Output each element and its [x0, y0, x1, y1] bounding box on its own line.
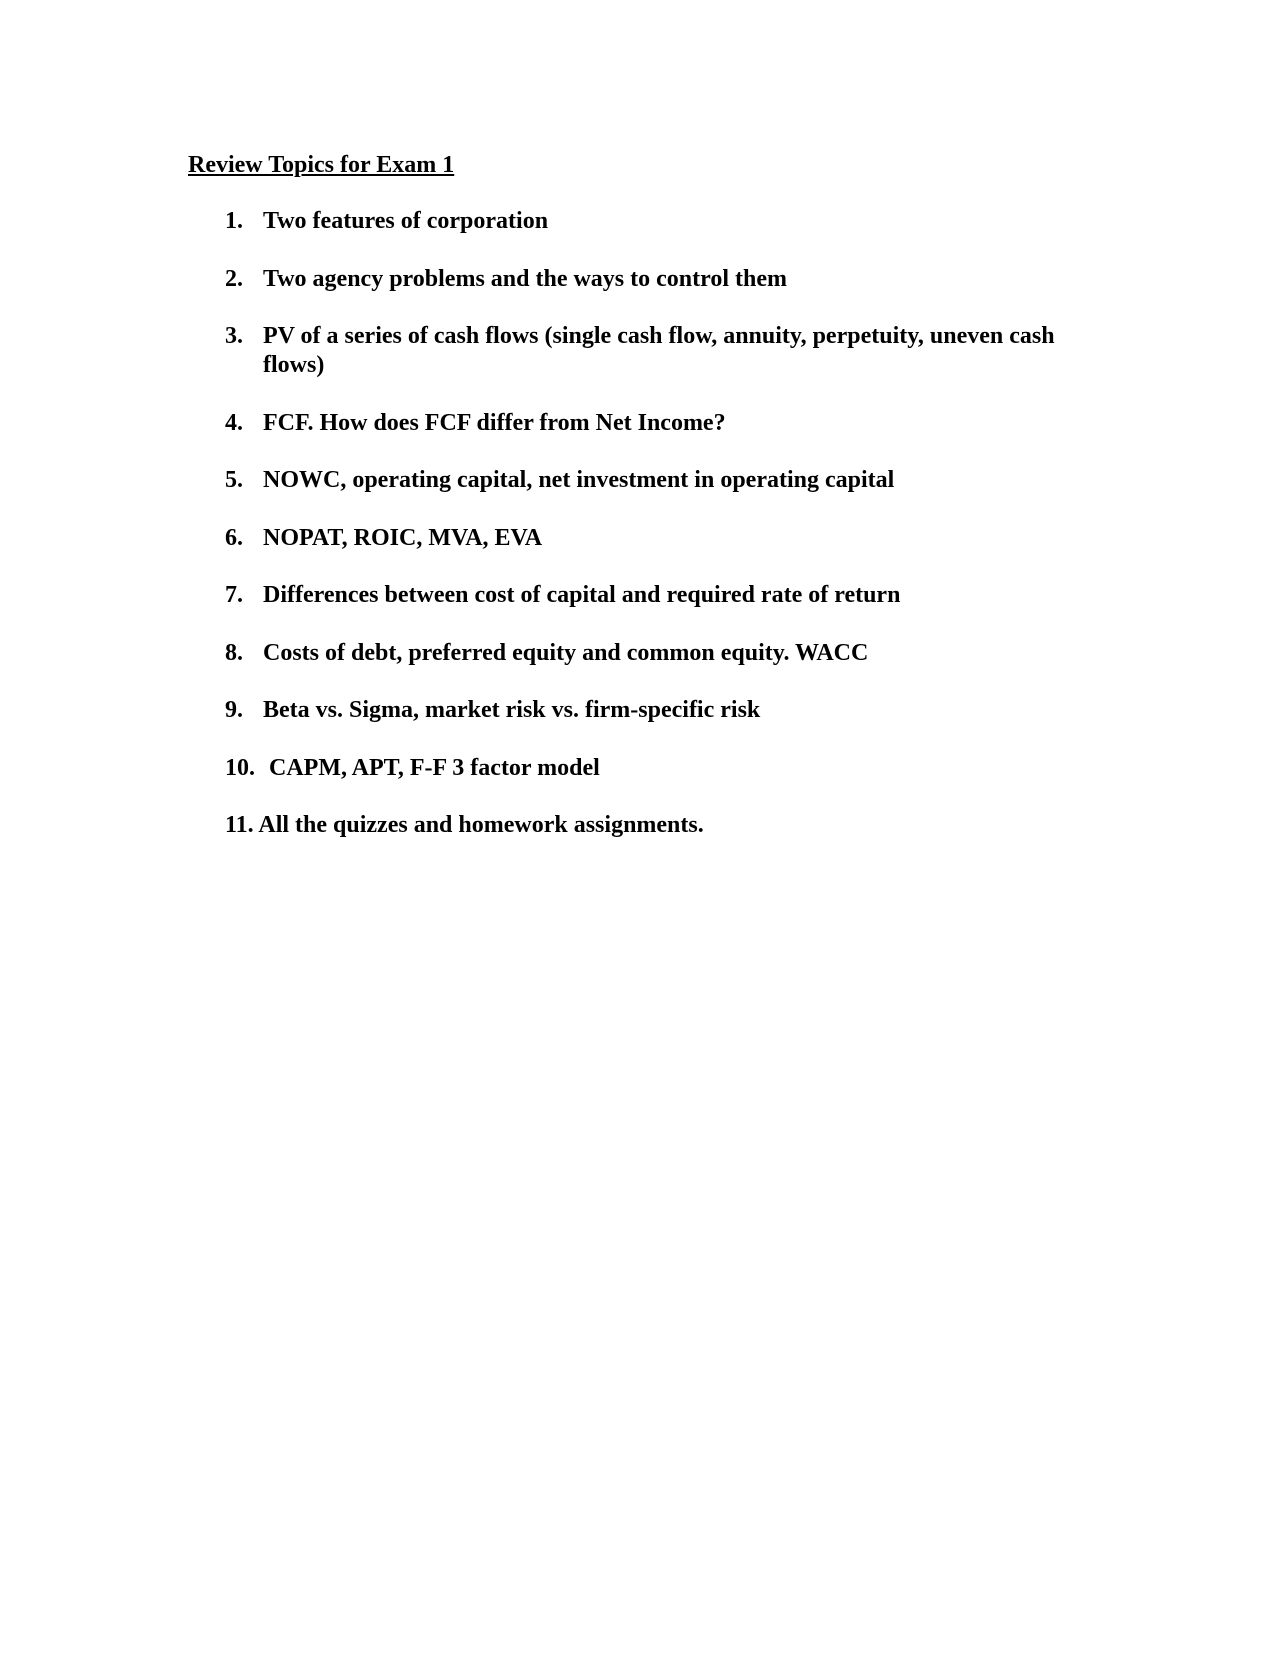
list-item-text: Beta vs. Sigma, market risk vs. firm-specific risk [263, 697, 761, 723]
list-item-text: CAPM, APT, F-F 3 factor model [269, 754, 600, 781]
document-title: Review Topics for Exam 1 [188, 152, 455, 178]
list-item-number: 8. [225, 639, 243, 666]
list-item [225, 409, 1105, 438]
list-item [225, 207, 1105, 236]
list-item [225, 754, 1105, 783]
list-item-text: PV of a series of cash flows (single cash flow, annuity, perpetuity, uneven cash flows) [263, 323, 1055, 378]
list-item [225, 524, 1105, 553]
list-item-text: FCF. How does FCF differ from Net Income? [263, 409, 726, 436]
list-item-text: NOWC, operating capital, net investment in operating capital [263, 467, 895, 493]
list-item-text: Costs of debt, preferred equity and common equity. WACC [263, 639, 869, 666]
list-item-number: 7. [225, 582, 243, 608]
list-item [225, 581, 1105, 610]
list-item [225, 265, 1105, 294]
list-item [225, 811, 1105, 840]
list-item-number: 2. [225, 265, 243, 292]
list-item-text: Two features of corporation [263, 208, 549, 234]
list-item-text: Differences between cost of capital and required rate of return [263, 582, 901, 608]
list-item-number: 6. [225, 524, 243, 551]
list-item-number: 9. [225, 697, 243, 723]
list-item-text: NOPAT, ROIC, MVA, EVA [263, 524, 543, 551]
list-item [225, 696, 1105, 725]
list-item [225, 639, 1105, 668]
list-item-number: 4. [225, 409, 243, 436]
list-item [225, 322, 1105, 380]
list-item-text: All the quizzes and homework assignments. [258, 812, 704, 838]
list-item-number: 3. [225, 323, 243, 349]
list-item [225, 466, 1105, 495]
list-item-number: 11. [225, 812, 254, 838]
topic-list [225, 207, 1105, 869]
list-item-number: 1. [225, 208, 243, 234]
list-item-number: 5. [225, 467, 243, 493]
list-item-text: Two agency problems and the ways to control them [263, 265, 787, 292]
list-item-number: 10. [225, 754, 255, 781]
